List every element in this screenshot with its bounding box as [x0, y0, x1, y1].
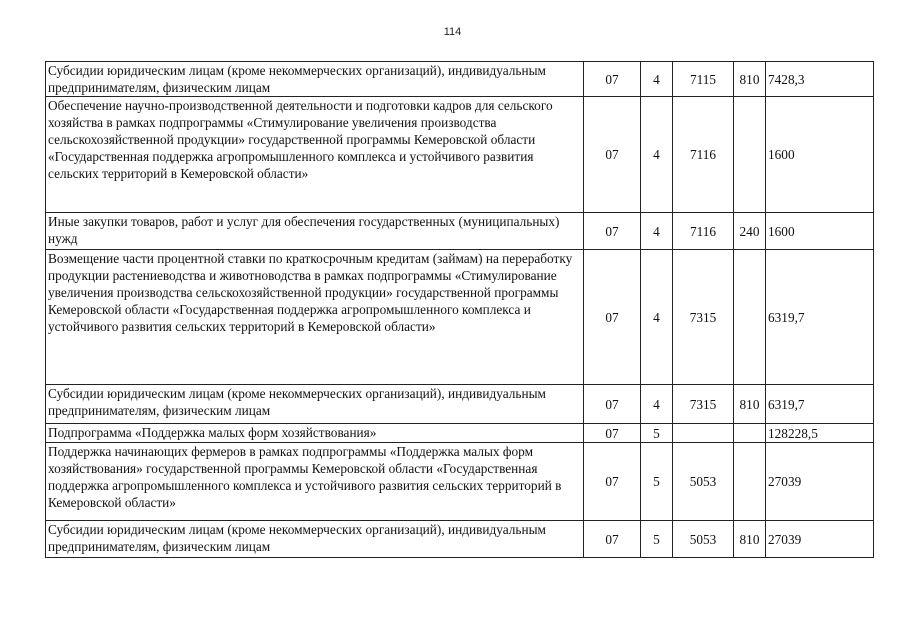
row-description: Возмещение части процентной ставки по краткосрочным кредитам (займам) на переработку продукции растениеводства и животноводства в рамках подпрограммы «Стимулирование увеличения производства сельскохозяйственной продукции» государственной программы Кемеровской области «Государственная поддержка агропромышленного комплекса и устойчивого развития сельских территорий в Кемеровской области» — [46, 250, 584, 385]
amount: 27039 — [766, 443, 874, 521]
page-number: 114 — [443, 26, 462, 38]
table-row — [46, 62, 874, 97]
target-article-code: 7315 — [673, 250, 734, 385]
table-row — [46, 443, 874, 521]
target-article-code: 7315 — [673, 385, 734, 424]
row-description: Субсидии юридическим лицам (кроме некоммерческих организаций), индивидуальным предпринимателям, физическим лицам — [46, 521, 584, 558]
table-row — [46, 250, 874, 385]
table-row — [46, 424, 874, 443]
row-description: Субсидии юридическим лицам (кроме некоммерческих организаций), индивидуальным предпринимателям, физическим лицам — [46, 385, 584, 424]
section-code: 07 — [584, 385, 641, 424]
amount: 6319,7 — [766, 385, 874, 424]
section-code: 07 — [584, 424, 641, 443]
target-article-code: 7116 — [673, 97, 734, 213]
expense-type-code — [734, 443, 766, 521]
amount: 6319,7 — [766, 250, 874, 385]
row-description: Обеспечение научно-производственной деятельности и подготовки кадров для сельского хозяйства в рамках подпрограммы «Стимулирование увеличения производства сельскохозяйственной продукции» государственной программы Кемеровской области «Государственная поддержка агропромышленного комплекса и устойчивого развития сельских территорий в Кемеровской области» — [46, 97, 584, 213]
amount: 1600 — [766, 97, 874, 213]
section-code: 07 — [584, 97, 641, 213]
expense-type-code: 810 — [734, 385, 766, 424]
subsection-code: 4 — [641, 385, 673, 424]
expense-type-code — [734, 424, 766, 443]
expense-type-code — [734, 250, 766, 385]
subsection-code: 5 — [641, 443, 673, 521]
row-description: Иные закупки товаров, работ и услуг для обеспечения государственных (муниципальных) нужд — [46, 213, 584, 250]
subsection-code: 5 — [641, 424, 673, 443]
target-article-code — [673, 424, 734, 443]
table-row — [46, 385, 874, 424]
target-article-code: 7116 — [673, 213, 734, 250]
table-row — [46, 521, 874, 558]
subsection-code: 4 — [641, 250, 673, 385]
amount: 128228,5 — [766, 424, 874, 443]
target-article-code: 5053 — [673, 521, 734, 558]
expense-type-code: 810 — [734, 521, 766, 558]
amount: 7428,3 — [766, 62, 874, 97]
expense-type-code — [734, 97, 766, 213]
subsection-code: 4 — [641, 97, 673, 213]
section-code: 07 — [584, 62, 641, 97]
subsection-code: 4 — [641, 62, 673, 97]
section-code: 07 — [584, 250, 641, 385]
subsection-code: 5 — [641, 521, 673, 558]
section-code: 07 — [584, 213, 641, 250]
target-article-code: 5053 — [673, 443, 734, 521]
amount: 27039 — [766, 521, 874, 558]
expense-type-code: 810 — [734, 62, 766, 97]
table-row — [46, 97, 874, 213]
row-description: Подпрограмма «Поддержка малых форм хозяйствования» — [46, 424, 584, 443]
amount: 1600 — [766, 213, 874, 250]
row-description: Поддержка начинающих фермеров в рамках подпрограммы «Поддержка малых форм хозяйствования» государственной программы Кемеровской области «Государственная поддержка агропромышленного комплекса и устойчивого развития сельских территорий в Кемеровской области» — [46, 443, 584, 521]
table-row — [46, 213, 874, 250]
subsection-code: 4 — [641, 213, 673, 250]
section-code: 07 — [584, 521, 641, 558]
budget-table — [45, 61, 874, 558]
expense-type-code: 240 — [734, 213, 766, 250]
section-code: 07 — [584, 443, 641, 521]
row-description: Субсидии юридическим лицам (кроме некоммерческих организаций), индивидуальным предпринимателям, физическим лицам — [46, 62, 584, 97]
target-article-code: 7115 — [673, 62, 734, 97]
